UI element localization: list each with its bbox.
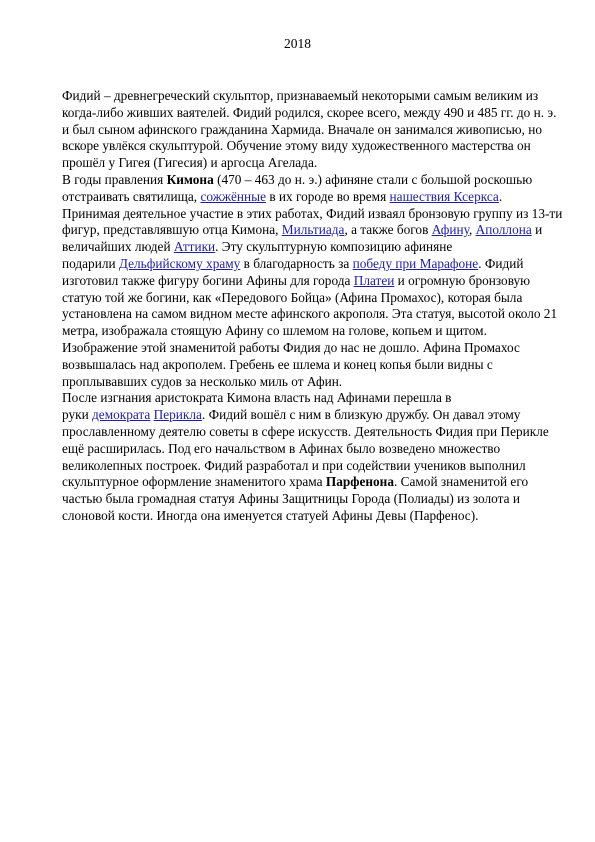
- link-athena[interactable]: Афину: [431, 222, 469, 238]
- link-burned[interactable]: сожжённые: [200, 188, 266, 204]
- text-line: [62, 172, 542, 189]
- text-fragment: . Самой знаменитой его: [393, 474, 529, 490]
- text-line: и был сыном афинского гражданина Хармида. Вначале он занимался живописью, но: [62, 121, 542, 137]
- text-line: [62, 474, 542, 491]
- text-fragment: (470 – 463 до н. э.) афиняне стали с большой роскошью: [213, 171, 533, 187]
- text-fragment: изготовил также фигуру богини Афины для города: [62, 272, 354, 288]
- text-line: [62, 407, 542, 424]
- text-fragment: отстраивать святилища,: [62, 188, 201, 204]
- text-line: Изображение этой знаменитой работы Фидия до нас не дошло. Афина Промахос: [62, 339, 520, 355]
- link-marathon-victory[interactable]: победу при Марафоне: [352, 255, 479, 271]
- text-line: Принимая деятельное участие в этих работах, Фидий изваял бронзовую группу из 13-ти: [62, 205, 563, 221]
- text-fragment: . Эту скульптурную композицию афиняне: [215, 239, 453, 255]
- page-header-year: 2018: [284, 36, 311, 51]
- text-fragment: скульптурное оформление знаменитого храма: [62, 474, 326, 490]
- text-line: прославленному деятелю советы в сфере искусств. Деятельность Фидия при Перикле: [62, 423, 549, 439]
- text-line: [62, 239, 542, 256]
- text-line: После изгнания аристократа Кимона власть над Афинами перешла в: [62, 390, 452, 406]
- link-apollo[interactable]: Аполлона: [475, 222, 532, 238]
- text-fragment: и: [531, 222, 543, 238]
- text-fragment: в их городе во время: [266, 188, 390, 204]
- link-delphi-temple[interactable]: Дельфийскому храму: [118, 255, 241, 271]
- text-line: [62, 222, 542, 239]
- text-line: метра, изображала стоящую Афину со шлемом на голове, копьем и щитом.: [62, 323, 487, 339]
- text-fragment: в благодарность за: [240, 255, 353, 271]
- text-fragment: , а также богов: [344, 222, 432, 238]
- link-miltiades[interactable]: Мильтиада: [281, 222, 345, 238]
- text-fragment: и огромную бронзовую: [394, 272, 531, 288]
- text-line: прошёл у Гигея (Гигесия) и аргосца Агелада.: [62, 155, 318, 171]
- text-line: [62, 189, 542, 206]
- text-line: великолепных построек. Фидий разработал и при содействии учеников выполнил: [62, 457, 526, 473]
- text-line: вскоре увлёкся скульптурой. Обучение этому виду художественного мастерства он: [62, 138, 531, 154]
- text-line: возвышалась над акрополем. Гребень ее шлема и конец копья были видны с: [62, 356, 493, 372]
- text-line: ещё расширилась. Под его начальством в Афинах было возведено множество: [62, 440, 501, 456]
- link-xerxes-invasion[interactable]: нашествия Ксеркса: [389, 188, 499, 204]
- link-pericles[interactable]: Перикла: [153, 407, 202, 423]
- text-line: слоновой кости. Иногда она именуется статуей Афины Девы (Парфенос).: [62, 507, 479, 523]
- text-line: частью была громадная статуя Афины Защитницы Города (Полиады) из золота и: [62, 491, 520, 507]
- article-body: [62, 88, 563, 525]
- text-line: когда-либо живших ваятелей. Фидий родился, скорее всего, между 490 и 485 гг. до н. э.: [62, 104, 557, 120]
- text-line: статую той же богини, как «Передового Бойца» (Афина Промахос), которая была: [62, 289, 523, 305]
- link-attica[interactable]: Аттики: [173, 239, 216, 255]
- text-fragment: . Фидий вошёл с ним в близкую дружбу. Он давал этому: [201, 407, 521, 423]
- bold-name-kimon: Кимона: [166, 171, 214, 187]
- text-fragment: величайших людей: [62, 239, 174, 255]
- link-plataea[interactable]: Платеи: [353, 272, 395, 288]
- text-line: установлена на самом видном месте афинского акрополя. Эта статуя, высотой около 21: [62, 306, 558, 322]
- text-fragment: .: [498, 188, 503, 204]
- text-fragment: ,: [468, 222, 476, 238]
- text-fragment: . Фидий: [478, 255, 524, 271]
- text-fragment: В годы правления: [62, 171, 167, 187]
- text-line: Фидий – древнегреческий скульптор, признаваемый некоторыми самым великим из: [62, 88, 539, 103]
- text-line: [62, 256, 542, 273]
- text-fragment: фигур, представлявшую отца Кимона,: [62, 222, 282, 238]
- text-fragment: подарили: [62, 255, 119, 271]
- text-line: [62, 273, 542, 290]
- text-line: проплывавших судов за несколько миль от Афин.: [62, 373, 343, 389]
- text-fragment: руки: [62, 407, 93, 423]
- bold-name-parthenon: Парфенона: [325, 474, 394, 490]
- link-democrat[interactable]: демократа: [92, 407, 151, 423]
